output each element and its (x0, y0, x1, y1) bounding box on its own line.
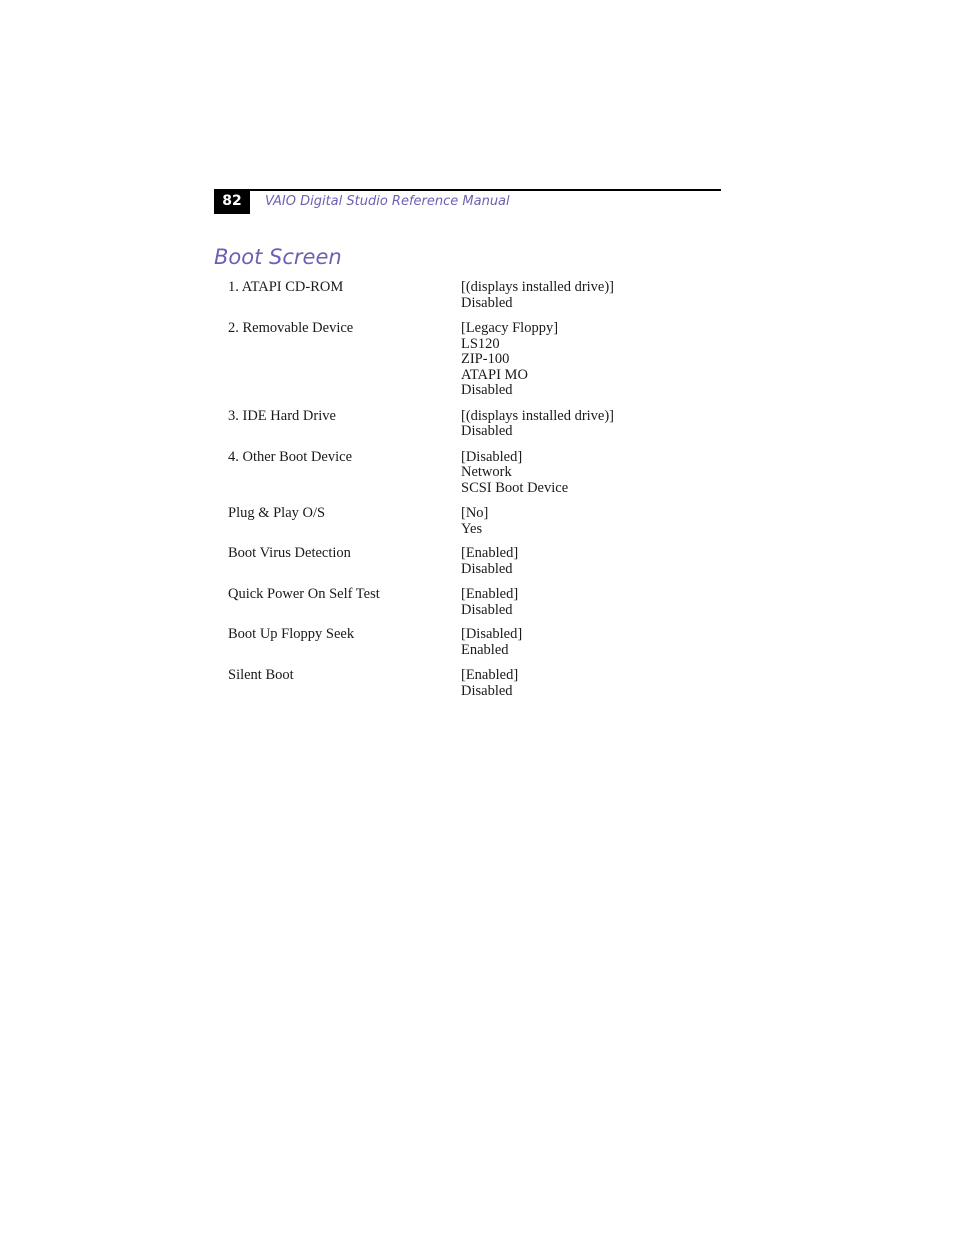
page-number: 82 (214, 189, 250, 214)
setting-option: Disabled (461, 423, 513, 439)
setting-row (228, 668, 708, 699)
setting-options (461, 321, 708, 399)
setting-option-default: [Disabled] (461, 448, 523, 465)
setting-row (228, 409, 708, 440)
setting-option-default: [(displays installed drive)] (461, 279, 615, 295)
setting-options (461, 627, 708, 658)
setting-label: 3. IDE Hard Drive (228, 407, 336, 424)
setting-label: Quick Power On Self Test (228, 586, 380, 602)
setting-options (461, 280, 708, 311)
setting-label: 1. ATAPI CD-ROM (228, 279, 344, 295)
setting-option: ATAPI MO (461, 366, 528, 383)
setting-options (461, 546, 708, 577)
setting-option: Disabled (461, 601, 513, 618)
setting-option-default: [Legacy Floppy] (461, 320, 559, 336)
setting-option-default: [No] (461, 505, 489, 521)
setting-options (461, 668, 708, 699)
setting-option: Disabled (461, 382, 513, 398)
settings-list (228, 280, 708, 699)
setting-option-default: [Enabled] (461, 545, 519, 561)
setting-option-default: [(displays installed drive)] (461, 407, 615, 424)
setting-row (228, 280, 708, 311)
setting-label: Boot Up Floppy Seek (228, 626, 355, 642)
header-rule (214, 189, 721, 191)
setting-row (228, 546, 708, 577)
setting-row (228, 627, 708, 658)
setting-option-default: [Enabled] (461, 667, 519, 683)
setting-row (228, 450, 708, 497)
setting-options (461, 587, 708, 618)
section-title: Boot Screen (214, 245, 342, 269)
setting-label: Plug & Play O/S (228, 505, 326, 521)
setting-options (461, 506, 708, 537)
running-title: VAIO Digital Studio Reference Manual (265, 194, 510, 209)
setting-option: Network (461, 464, 512, 480)
setting-option: LS120 (461, 335, 500, 352)
setting-row (228, 321, 708, 399)
setting-options (461, 409, 708, 440)
setting-option: Yes (461, 520, 483, 537)
setting-row (228, 506, 708, 537)
setting-label: 4. Other Boot Device (228, 448, 353, 465)
setting-option: Disabled (461, 560, 513, 577)
setting-label: Silent Boot (228, 667, 294, 683)
setting-option: Disabled (461, 294, 513, 311)
setting-label: 2. Removable Device (228, 320, 354, 336)
setting-option: ZIP-100 (461, 351, 510, 367)
setting-row (228, 587, 708, 618)
setting-options (461, 450, 708, 497)
setting-label: Boot Virus Detection (228, 545, 351, 561)
setting-option: SCSI Boot Device (461, 479, 569, 496)
setting-option-default: [Enabled] (461, 586, 519, 602)
setting-option: Disabled (461, 682, 513, 699)
setting-option: Enabled (461, 641, 509, 658)
setting-option-default: [Disabled] (461, 626, 523, 642)
